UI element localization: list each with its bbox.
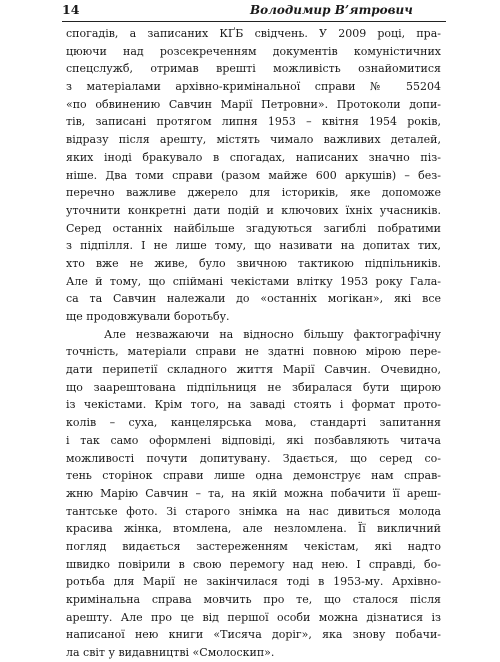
page-header <box>62 0 446 22</box>
text-line: «по обвинению Савчин Марії Петровни». Протоколи допи- <box>66 97 441 111</box>
text-line: з підпілля. І не лише тому, що називати на допитах тих, <box>66 239 441 253</box>
text-line: спецслужб, отримав врешті можливість ознайомитися <box>66 62 441 76</box>
text-line: перечно важливе джерело для істориків, яке допоможе <box>66 186 441 200</box>
text-line: ротьба для Марії не закінчилася тоді в 1953-му. Архівно- <box>66 575 441 589</box>
text-line: ла світ у видавництві «Смолоскип». <box>66 646 275 660</box>
running-title: Володимир В’ятрович <box>250 3 413 17</box>
paragraph <box>66 25 441 326</box>
page-number: 14 <box>62 2 80 17</box>
body-text <box>66 25 441 662</box>
text-line: Але й тому, що спіймані чекістами влітку 1953 року Гала- <box>66 274 441 288</box>
text-line: хто вже не живе, було звичною тактикою підпільників. <box>66 256 441 270</box>
text-line: написаної нею книги «Тисяча доріг», яка знову побачи- <box>66 628 441 642</box>
text-line: ще продовжували боротьбу. <box>66 310 230 323</box>
text-line: і так само оформлені відповіді, які позбавляють читача <box>66 433 441 447</box>
header-rule <box>62 21 446 22</box>
text-line: що заарештована підпільниця не збиралася бути щирою <box>66 380 441 394</box>
text-line: Але незважаючи на відносно більшу фактографічну <box>104 327 441 341</box>
text-line: ніше. Два томи справи (разом майже 600 аркушів) – без- <box>66 168 441 182</box>
text-line: кримінальна справа мовчить про те, що сталося після <box>66 593 441 606</box>
text-line: цюючи над розсекреченням документів комуністичних <box>66 44 441 58</box>
text-line: тантське фото. Зі старого знімка на нас дивиться молода <box>66 504 441 518</box>
text-line: точність, матеріали справи не здатні повною мірою пере- <box>66 345 441 359</box>
text-line: з матеріалами архівно-кримінальної справи № 55204 <box>66 80 441 94</box>
text-line: са та Савчин належали до «останніх могікан», які все <box>66 292 441 306</box>
text-line: відразу після арешту, містять чимало важливих деталей, <box>66 133 441 147</box>
text-line: колів – суха, канцелярська мова, стандарті запитання <box>66 416 441 430</box>
text-line: можливості почути допитувану. Здається, що серед со- <box>66 451 441 465</box>
text-line: яких іноді бракувало в спогадах, написаних значно піз- <box>66 150 441 164</box>
text-line: тів, записані протягом липня 1953 – квітня 1954 років, <box>66 115 441 129</box>
text-line: Серед останніх найбільше згадуються загиблі побратими <box>66 221 441 235</box>
text-line: погляд видається застереженням чекістам, які надто <box>66 539 441 553</box>
text-line: із чекістами. Крім того, на заваді стоять і формат прото- <box>66 398 441 412</box>
text-line: жню Марію Савчин – та, на якій можна побачити її ареш- <box>66 486 441 500</box>
text-line: уточнити конкретні дати подій и ключових їхніх учасників. <box>66 203 441 217</box>
text-line: красива жінка, втомлена, але незломлена. Її викличний <box>66 522 441 536</box>
text-line: арешту. Але про це від першої особи можна дізнатися із <box>66 610 441 624</box>
text-line: спогадів, а записаних КҐБ свідчень. У 2009 році, пра- <box>66 27 441 40</box>
text-line: дати перипетії складного життя Марії Савчин. Очевидно, <box>66 363 441 377</box>
text-line: тень сторінок справи лише одна демонструє нам справ- <box>66 469 441 483</box>
paragraph <box>66 326 441 662</box>
text-line: швидко повірили в свою перемогу над нею. І справді, бо- <box>66 557 441 571</box>
